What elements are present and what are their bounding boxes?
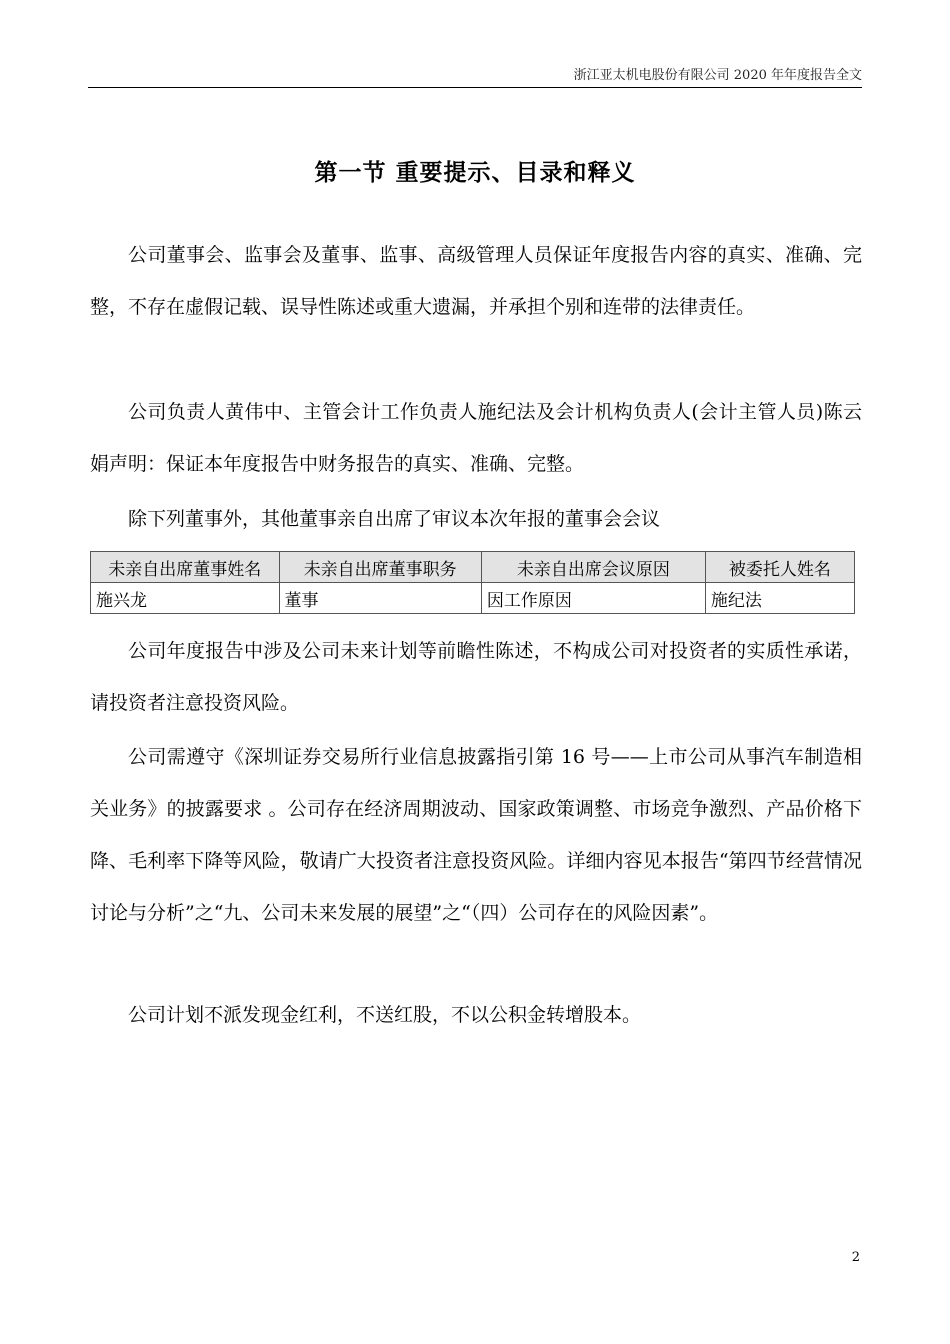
section-title: 第一节 重要提示、目录和释义 (314, 159, 636, 186)
table-cell: 董事 (279, 583, 481, 614)
page-number: 2 (851, 1250, 860, 1265)
risk-disclosure-paragraph: 公司需遵守《深圳证券交易所行业信息披露指引第 16 号——上市公司从事汽车制造相关业务》的披露要求 。公司存在经济周期波动、国家政策调整、市场竞争激烈、产品价格下降、毛利率下降等风险，敬请广大投资者注意投资风险。详细内容见本报告“第四节经营情况讨论与分析”之“九、公司未来发展的展望”之“（四）公司存在的风险因素”。 (90, 746, 862, 924)
table-header-cell: 未亲自出席董事姓名 (91, 552, 280, 583)
forward-looking-statement-paragraph: 公司年度报告中涉及公司未来计划等前瞻性陈述，不构成公司对投资者的实质性承诺，请投资者注意投资风险。 (90, 640, 862, 714)
table-cell: 施纪法 (705, 583, 854, 614)
absent-directors-table (90, 551, 855, 614)
responsibility-statement-paragraph: 公司董事会、监事会及董事、监事、高级管理人员保证年度报告内容的真实、准确、完整，不存在虚假记载、误导性陈述或重大遗漏，并承担个别和连带的法律责任。 (90, 244, 862, 318)
financial-declaration-paragraph: 公司负责人黄伟中、主管会计工作负责人施纪法及会计机构负责人(会计主管人员)陈云娟声明：保证本年度报告中财务报告的真实、准确、完整。 (90, 401, 862, 475)
header-divider (88, 87, 862, 88)
table-header-cell: 未亲自出席会议原因 (481, 552, 705, 583)
table-cell: 因工作原因 (481, 583, 705, 614)
table-row (91, 583, 855, 614)
absent-directors-intro-paragraph: 除下列董事外，其他董事亲自出席了审议本次年报的董事会会议 (128, 508, 661, 530)
report-header: 浙江亚太机电股份有限公司 2020 年年度报告全文 (573, 68, 862, 83)
table-header-cell: 被委托人姓名 (705, 552, 854, 583)
table-cell: 施兴龙 (91, 583, 280, 614)
table-header-row (91, 552, 855, 583)
dividend-plan-paragraph: 公司计划不派发现金红利，不送红股，不以公积金转增股本。 (128, 1004, 642, 1026)
table-header-cell: 未亲自出席董事职务 (279, 552, 481, 583)
